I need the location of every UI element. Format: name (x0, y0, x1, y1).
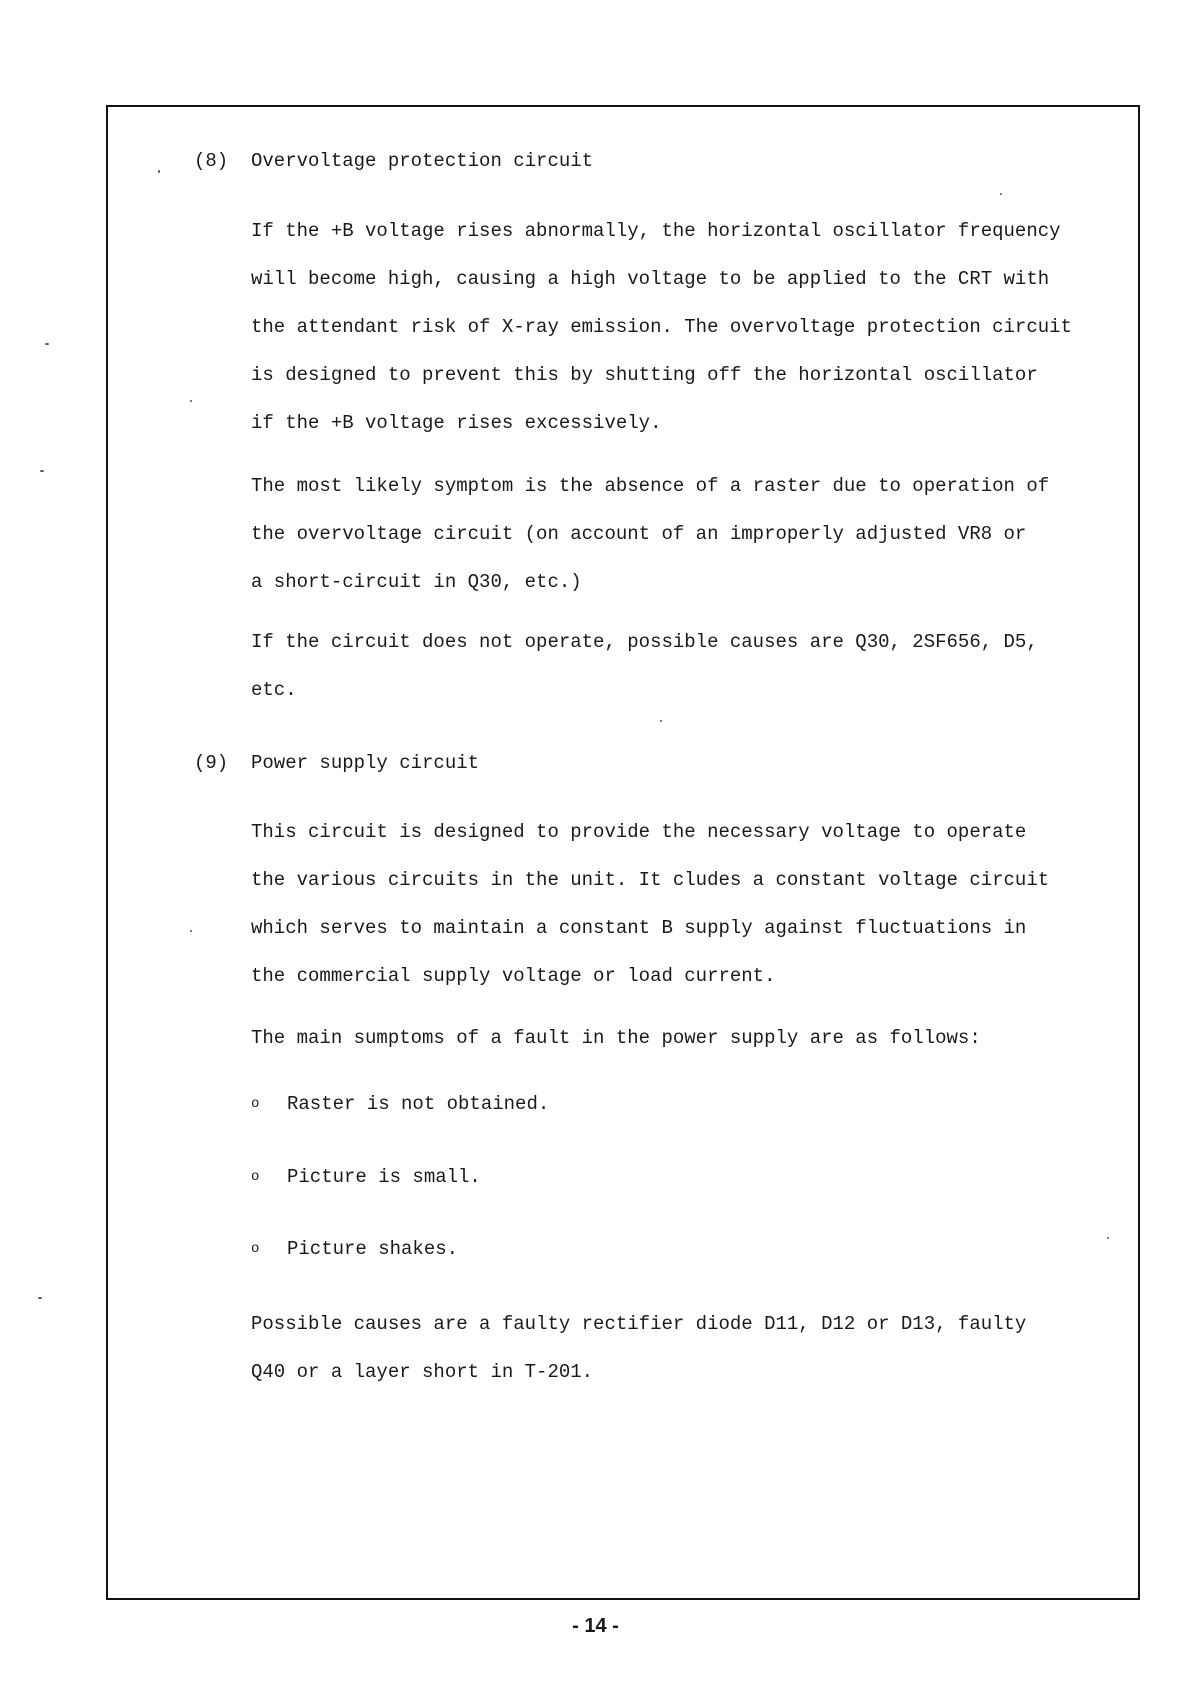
scan-speck (660, 720, 662, 722)
text-line: This circuit is designed to provide the necessary voltage to operate (251, 821, 1027, 843)
scan-speck (40, 470, 44, 472)
text-line: If the circuit does not operate, possible causes are Q30, 2SF656, D5, (251, 631, 1038, 653)
text-line: Q40 or a layer short in T-201. (251, 1361, 594, 1383)
scan-speck (158, 170, 160, 173)
paragraph (251, 808, 1136, 1000)
page-number: - 14 - (572, 1615, 619, 1637)
paragraph (251, 618, 1136, 714)
text-line: the various circuits in the unit. It cludes a constant voltage circuit (251, 869, 1050, 891)
bullet-item (251, 1166, 481, 1188)
section-number: (8) (194, 150, 229, 172)
scan-speck (190, 930, 192, 932)
text-line: a short-circuit in Q30, etc.) (251, 571, 582, 593)
scan-speck (1000, 193, 1002, 195)
bullet-text: Picture shakes. (287, 1238, 459, 1260)
text-line: Possible causes are a faulty rectifier diode D11, D12 or D13, faulty (251, 1313, 1027, 1335)
section-heading: Overvoltage protection circuit (251, 150, 594, 172)
text-line: The main sumptoms of a fault in the power supply are as follows: (251, 1027, 981, 1049)
paragraph (251, 207, 1136, 447)
bullet-marker: o (251, 1241, 260, 1257)
text-line: the overvoltage circuit (on account of an improperly adjusted VR8 or (251, 523, 1027, 545)
paragraph (251, 462, 1136, 606)
scan-speck (38, 1297, 42, 1299)
scan-speck (45, 343, 49, 345)
scan-speck (190, 400, 192, 402)
text-line: the commercial supply voltage or load current. (251, 965, 776, 987)
text-line: which serves to maintain a constant B supply against fluctuations in (251, 917, 1027, 939)
section-heading: Power supply circuit (251, 752, 480, 774)
text-line: is designed to prevent this by shutting off the horizontal oscillator (251, 364, 1038, 386)
text-line: The most likely symptom is the absence of a raster due to operation of (251, 475, 1050, 497)
text-line: the attendant risk of X-ray emission. The overvoltage protection circuit (251, 316, 1072, 338)
bullet-marker: o (251, 1169, 260, 1185)
text-line: will become high, causing a high voltage to be applied to the CRT with (251, 268, 1050, 290)
bullet-item (251, 1238, 458, 1260)
bullet-text: Raster is not obtained. (287, 1093, 550, 1115)
paragraph (251, 1300, 1136, 1396)
text-line: If the +B voltage rises abnormally, the horizontal oscillator frequency (251, 220, 1061, 242)
bullet-item (251, 1093, 549, 1115)
text-line: if the +B voltage rises excessively. (251, 412, 662, 434)
bullet-marker: o (251, 1096, 260, 1112)
section-number: (9) (194, 752, 229, 774)
scan-speck (1107, 1237, 1109, 1239)
paragraph (251, 1014, 1136, 1062)
bullet-text: Picture is small. (287, 1166, 481, 1188)
text-line: etc. (251, 679, 297, 701)
